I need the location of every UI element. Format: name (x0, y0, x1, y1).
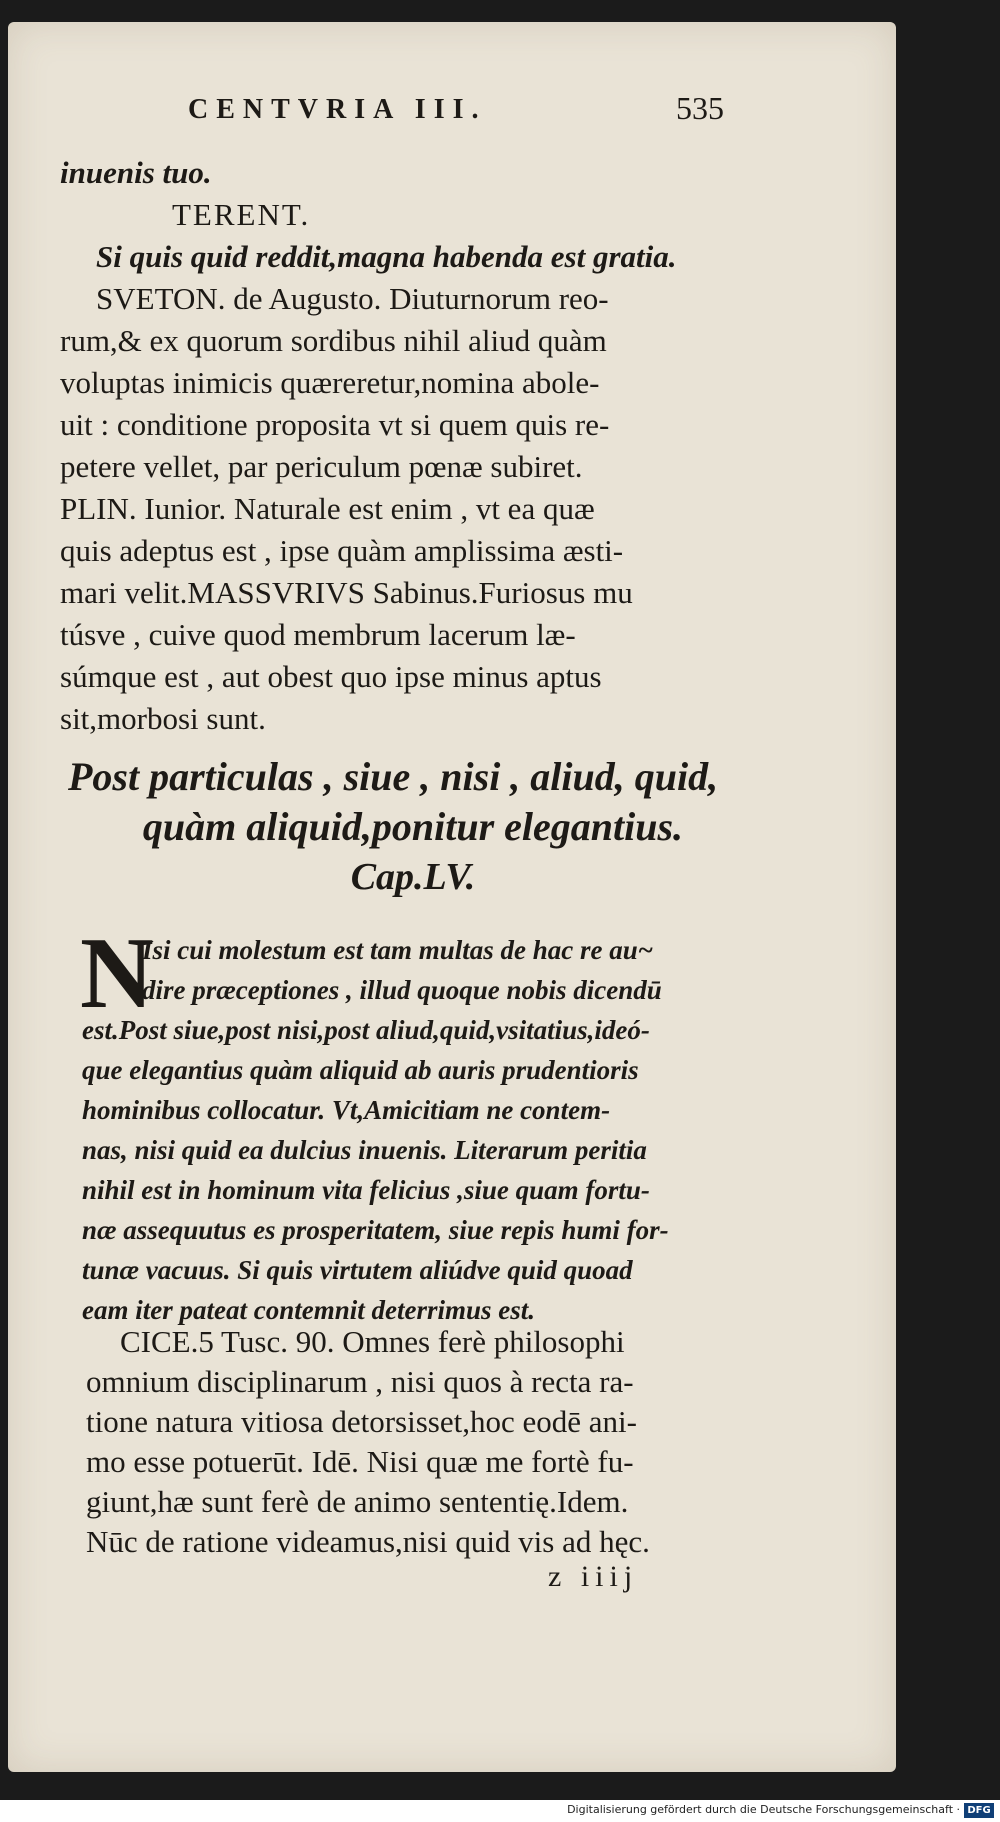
page-number: 535 (676, 90, 724, 126)
text-line: voluptas inimicis quæreretur,nomina abole- (60, 365, 600, 400)
text-line: uit : conditione proposita vt si quem quis re- (60, 407, 610, 442)
text-line: mo esse potuerūt. Idē. Nisi quæ me fortè fu- (86, 1444, 634, 1479)
text-line: PLIN. Iunior. Naturale est enim , vt ea quæ (60, 491, 595, 526)
chapter-number: Cap.LV. (350, 856, 476, 898)
text-line: est.Post siue,post nisi,post aliud,quid,vsitatius,ideó- (82, 1015, 650, 1045)
text-line: que elegantius quàm aliquid ab auris prudentioris (82, 1055, 639, 1085)
heading-line: quàm aliquid,ponitur elegantius. (142, 804, 684, 849)
book-page (8, 22, 896, 1772)
text-line: mari velit.MASSVRIVS Sabinus.Furiosus mu (60, 575, 633, 610)
text-line: Isi cui molestum est tam multas de hac re au~ (142, 935, 654, 965)
chapter-heading (68, 752, 758, 902)
digitization-footer (0, 1800, 1000, 1822)
text-line: petere vellet, par periculum pœnæ subiret. (60, 449, 583, 484)
text-line: giunt,hæ sunt ferè de animo sententię.Idem. (86, 1484, 629, 1519)
italic-paragraph (82, 1010, 669, 1330)
text-line: næ assequutus es prosperitatem, siue repis humi for- (82, 1215, 669, 1245)
drop-cap: N (80, 917, 154, 1030)
text-line: TERENT. (172, 197, 311, 232)
text-line: SVETON. de Augusto. Diuturnorum reo- (96, 281, 609, 316)
top-section (60, 152, 760, 740)
text-line: omnium disciplinarum , nisi quos à recta ra- (86, 1364, 634, 1399)
heading-line: Post particulas , siue , nisi , aliud, quid, (68, 754, 719, 799)
text-line: Nūc de ratione videamus,nisi quid vis ad hęc. (86, 1524, 650, 1559)
text-line: nihil est in hominum vita felicius ,siue quam fortu- (82, 1175, 650, 1205)
dropcap-lines (142, 930, 662, 1010)
text-line: dire præceptiones , illud quoque nobis dicendū (142, 975, 662, 1005)
text-line: sit,morbosi sunt. (60, 701, 266, 736)
text-line: tione natura vitiosa detorsisset,hoc eodē ani- (86, 1404, 637, 1439)
text-line: rum,& ex quorum sordibus nihil aliud quàm (60, 323, 607, 358)
cicero-paragraph (86, 1322, 786, 1562)
text-line: hominibus collocatur. Vt,Amicitiam ne contem- (82, 1095, 611, 1125)
text-line: inuenis tuo. (60, 155, 212, 190)
text-line: quis adeptus est , ipse quàm amplissima æsti- (60, 533, 624, 568)
running-head: CENTVRIA III. (188, 94, 487, 125)
text-line: nas, nisi quid ea dulcius inuenis. Literarum peritia (82, 1135, 647, 1165)
page-edge-notch (896, 880, 926, 970)
text-line: súmque est , aut obest quo ipse minus aptus (60, 659, 602, 694)
text-line: Si quis quid reddit,magna habenda est gratia. (96, 239, 677, 274)
signature-mark: z iiij (548, 1560, 639, 1593)
dfg-logo-icon: DFG (964, 1803, 994, 1818)
text-line: tunæ vacuus. Si quis virtutem aliúdve quid quoad (82, 1255, 633, 1285)
footer-credit: Digitalisierung gefördert durch die Deutsche Forschungsgemeinschaft · (567, 1803, 960, 1816)
text-line: CICE.5 Tusc. 90. Omnes ferè philosophi (120, 1324, 625, 1359)
text-line: eam iter pateat contemnit deterrimus est. (82, 1295, 535, 1325)
text-line: túsve , cuive quod membrum lacerum læ- (60, 617, 576, 652)
